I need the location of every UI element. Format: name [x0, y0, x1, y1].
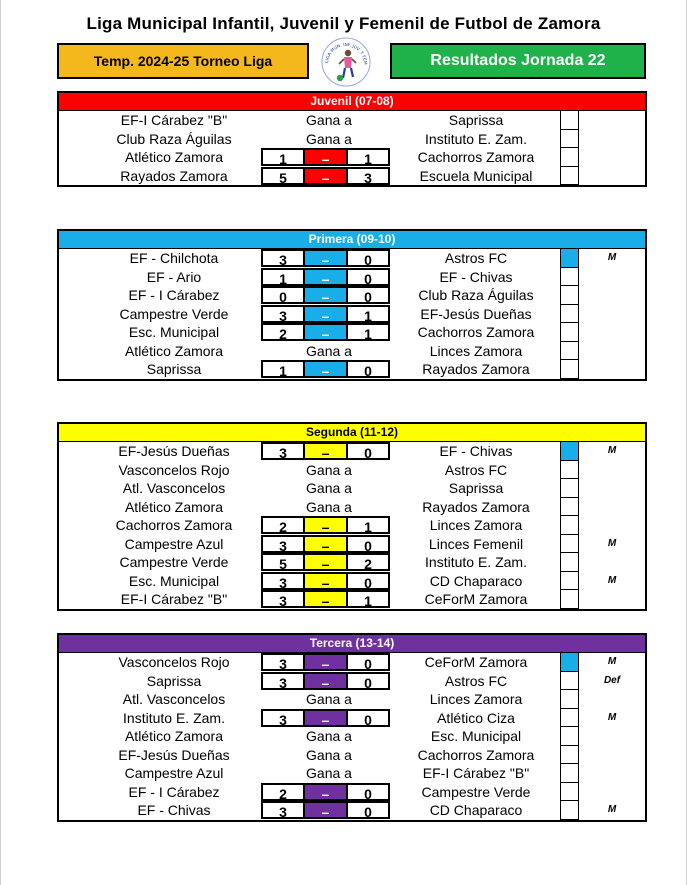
section-title: Primera (09-10)	[59, 231, 645, 249]
page-title: Liga Municipal Infantil, Juvenil y Femenil de Futbol de Zamora	[86, 14, 601, 33]
note-label: M	[607, 804, 617, 815]
note-label: M	[607, 445, 617, 456]
score-dash: –	[304, 360, 347, 378]
away-team: Cachorros Zamora	[417, 324, 535, 340]
home-team: EF-I Cárabez "B"	[120, 591, 228, 607]
home-score: 5	[261, 167, 304, 185]
match-row	[59, 148, 645, 167]
away-score: 0	[347, 286, 390, 304]
away-team: Linces Zamora	[429, 342, 523, 359]
match-row	[59, 342, 645, 361]
score-dash: –	[304, 268, 347, 286]
home-score: 3	[261, 653, 304, 671]
home-team: Vasconcelos Rojo	[118, 461, 230, 478]
status-box	[560, 286, 579, 305]
home-score: 2	[261, 516, 304, 534]
status-box	[560, 342, 579, 361]
home-score: 3	[261, 801, 304, 819]
match-row	[59, 709, 645, 728]
away-score: 0	[347, 442, 390, 460]
match-row	[59, 535, 645, 554]
away-team: Rayados Zamora	[422, 498, 530, 515]
season-label: Temp. 2024-25 Torneo Liga	[57, 43, 309, 79]
status-box	[560, 360, 579, 379]
home-team: Campestre Verde	[119, 305, 229, 322]
status-box	[560, 553, 579, 572]
note-label: M	[607, 656, 617, 667]
match-row	[59, 442, 645, 461]
result-text: Gana a	[306, 461, 352, 478]
away-score: 1	[347, 305, 390, 323]
status-box	[560, 498, 579, 517]
status-box	[560, 305, 579, 324]
match-row	[59, 653, 645, 672]
home-team: Atlético Zamora	[124, 149, 224, 165]
away-team: Escuela Municipal	[419, 167, 533, 184]
status-box	[560, 516, 579, 535]
note-label: M	[607, 711, 617, 723]
home-team: EF-I Cárabez "B"	[120, 112, 228, 128]
score-dash: –	[304, 249, 347, 267]
home-score: 3	[261, 572, 304, 590]
away-team: Cachorros Zamora	[417, 746, 535, 763]
result-text: Gana a	[306, 342, 352, 359]
home-score: 5	[261, 553, 304, 571]
away-team: Astros FC	[444, 461, 508, 478]
away-score: 1	[347, 323, 390, 341]
home-team: EF-Jesús Dueñas	[118, 443, 230, 459]
score-dash: –	[304, 653, 347, 671]
match-row	[59, 249, 645, 268]
away-team: Cachorros Zamora	[417, 149, 535, 165]
home-score: 3	[261, 590, 304, 608]
home-score: 2	[261, 783, 304, 801]
match-row	[59, 305, 645, 324]
away-team: Instituto E. Zam.	[425, 554, 527, 570]
away-team: Linces Zamora	[429, 517, 523, 533]
home-team: EF - Ario	[146, 268, 202, 285]
away-score: 2	[347, 553, 390, 571]
home-team: Saprissa	[146, 361, 202, 377]
away-team: EF-I Cárabez "B"	[422, 765, 530, 781]
home-team: Campestre Verde	[119, 554, 229, 570]
match-row	[59, 498, 645, 517]
status-box	[560, 167, 579, 186]
section-2	[57, 229, 647, 381]
status-box	[560, 268, 579, 287]
score-dash: –	[304, 783, 347, 801]
home-team: EF - Chivas	[137, 802, 211, 818]
logo-text: LIGA MUN. INF. JUV. Y FEM	[325, 42, 368, 65]
match-row	[59, 130, 645, 149]
note-label: M	[607, 252, 617, 263]
match-row	[59, 360, 645, 379]
home-score: 3	[261, 672, 304, 690]
away-score: 0	[347, 653, 390, 671]
status-box	[560, 572, 579, 591]
status-box	[560, 801, 579, 820]
score-dash: –	[304, 323, 347, 341]
status-box	[560, 148, 579, 167]
away-team: CeForM Zamora	[424, 654, 528, 670]
home-score: 3	[261, 249, 304, 267]
home-team: Cachorros Zamora	[115, 517, 233, 533]
away-team: Rayados Zamora	[422, 361, 530, 377]
score-dash: –	[304, 590, 347, 608]
league-logo	[320, 36, 372, 88]
away-team: EF-Jesús Dueñas	[420, 305, 532, 322]
home-score: 2	[261, 323, 304, 341]
match-row	[59, 286, 645, 305]
section-title: Segunda (11-12)	[59, 424, 645, 442]
home-score: 3	[261, 709, 304, 727]
match-row	[59, 572, 645, 591]
away-team: Linces Femenil	[428, 535, 524, 552]
away-score: 3	[347, 167, 390, 185]
away-score: 0	[347, 801, 390, 819]
home-team: Atl. Vasconcelos	[122, 480, 226, 496]
home-team: EF-Jesús Dueñas	[118, 746, 230, 763]
section-1	[57, 91, 647, 187]
status-box	[560, 727, 579, 746]
status-box	[560, 764, 579, 783]
status-box	[560, 653, 579, 672]
section-3	[57, 422, 647, 611]
status-box	[560, 442, 579, 461]
score-dash: –	[304, 535, 347, 553]
away-team: CD Chaparaco	[429, 572, 523, 589]
status-box	[560, 249, 579, 268]
score-dash: –	[304, 167, 347, 185]
home-team: Saprissa	[146, 672, 202, 689]
match-row	[59, 764, 645, 783]
home-score: 3	[261, 442, 304, 460]
section-title: Tercera (13-14)	[59, 635, 645, 653]
home-score: 3	[261, 535, 304, 553]
home-score: 0	[261, 286, 304, 304]
away-score: 0	[347, 709, 390, 727]
home-score: 1	[261, 148, 304, 166]
home-team: Campestre Azul	[124, 535, 224, 552]
status-box	[560, 590, 579, 609]
section-4	[57, 633, 647, 822]
match-row	[59, 727, 645, 746]
home-team: Vasconcelos Rojo	[118, 654, 230, 670]
status-box	[560, 461, 579, 480]
away-team: Astros FC	[444, 672, 508, 689]
away-score: 1	[347, 516, 390, 534]
home-team: EF - I Cárabez	[128, 287, 220, 303]
away-score: 1	[347, 590, 390, 608]
away-team: Saprissa	[448, 112, 504, 128]
match-row	[59, 553, 645, 572]
away-score: 0	[347, 268, 390, 286]
result-text: Gana a	[306, 691, 352, 707]
away-score: 0	[347, 783, 390, 801]
home-team: Atlético Zamora	[124, 342, 224, 359]
home-team: EF - Chilchota	[129, 250, 219, 266]
result-text: Gana a	[306, 130, 352, 147]
away-score: 0	[347, 572, 390, 590]
score-dash: –	[304, 442, 347, 460]
score-dash: –	[304, 148, 347, 166]
match-row	[59, 479, 645, 498]
home-team: Rayados Zamora	[120, 167, 228, 184]
match-row	[59, 167, 645, 186]
match-row	[59, 111, 645, 130]
score-dash: –	[304, 516, 347, 534]
away-score: 0	[347, 249, 390, 267]
home-team: EF - I Cárabez	[128, 783, 220, 800]
away-score: 0	[347, 672, 390, 690]
away-score: 0	[347, 535, 390, 553]
home-team: Atlético Zamora	[124, 498, 224, 515]
note-label: M	[607, 537, 617, 549]
status-box	[560, 709, 579, 728]
away-team: Campestre Verde	[421, 783, 531, 800]
score-dash: –	[304, 553, 347, 571]
result-text: Gana a	[306, 480, 352, 496]
status-box	[560, 535, 579, 554]
score-dash: –	[304, 305, 347, 323]
away-team: EF - Chivas	[439, 268, 513, 285]
note-label: M	[607, 574, 617, 586]
away-team: Linces Zamora	[429, 691, 523, 707]
score-dash: –	[304, 672, 347, 690]
result-text: Gana a	[306, 746, 352, 763]
round-label: Resultados Jornada 22	[390, 43, 646, 79]
score-dash: –	[304, 572, 347, 590]
home-score: 1	[261, 360, 304, 378]
score-dash: –	[304, 286, 347, 304]
home-score: 1	[261, 268, 304, 286]
home-team: Esc. Municipal	[128, 572, 220, 589]
match-row	[59, 516, 645, 535]
home-team: Esc. Municipal	[128, 324, 220, 340]
home-team: Atlético Zamora	[124, 728, 224, 744]
away-team: Club Raza Águilas	[418, 287, 534, 303]
status-box	[560, 479, 579, 498]
match-row	[59, 323, 645, 342]
away-team: Saprissa	[448, 480, 504, 496]
home-team: Atl. Vasconcelos	[122, 691, 226, 707]
result-text: Gana a	[306, 765, 352, 781]
result-text: Gana a	[306, 112, 352, 128]
away-team: Instituto E. Zam.	[425, 130, 527, 147]
status-box	[560, 746, 579, 765]
match-row	[59, 461, 645, 480]
status-box	[560, 690, 579, 709]
status-box	[560, 130, 579, 149]
match-row	[59, 590, 645, 609]
home-team: Instituto E. Zam.	[123, 709, 225, 726]
score-dash: –	[304, 801, 347, 819]
status-box	[560, 783, 579, 802]
away-team: Atlético Ciza	[437, 709, 515, 726]
away-team: Esc. Municipal	[430, 728, 522, 744]
away-team: EF - Chivas	[439, 443, 513, 459]
home-team: Club Raza Águilas	[116, 130, 232, 147]
section-title: Juvenil (07-08)	[59, 93, 645, 111]
match-row	[59, 268, 645, 287]
away-team: Astros FC	[444, 250, 508, 266]
away-team: CD Chaparaco	[429, 802, 523, 818]
match-row	[59, 672, 645, 691]
status-box	[560, 323, 579, 342]
away-team: CeForM Zamora	[424, 591, 528, 607]
home-team: Campestre Azul	[124, 765, 224, 781]
match-row	[59, 801, 645, 820]
match-row	[59, 746, 645, 765]
score-dash: –	[304, 709, 347, 727]
match-row	[59, 783, 645, 802]
status-box	[560, 111, 579, 130]
away-score: 0	[347, 360, 390, 378]
result-text: Gana a	[306, 498, 352, 515]
status-box	[560, 672, 579, 691]
away-score: 1	[347, 148, 390, 166]
result-text: Gana a	[306, 728, 352, 744]
home-score: 3	[261, 305, 304, 323]
match-row	[59, 690, 645, 709]
note-label: Def	[603, 674, 621, 686]
